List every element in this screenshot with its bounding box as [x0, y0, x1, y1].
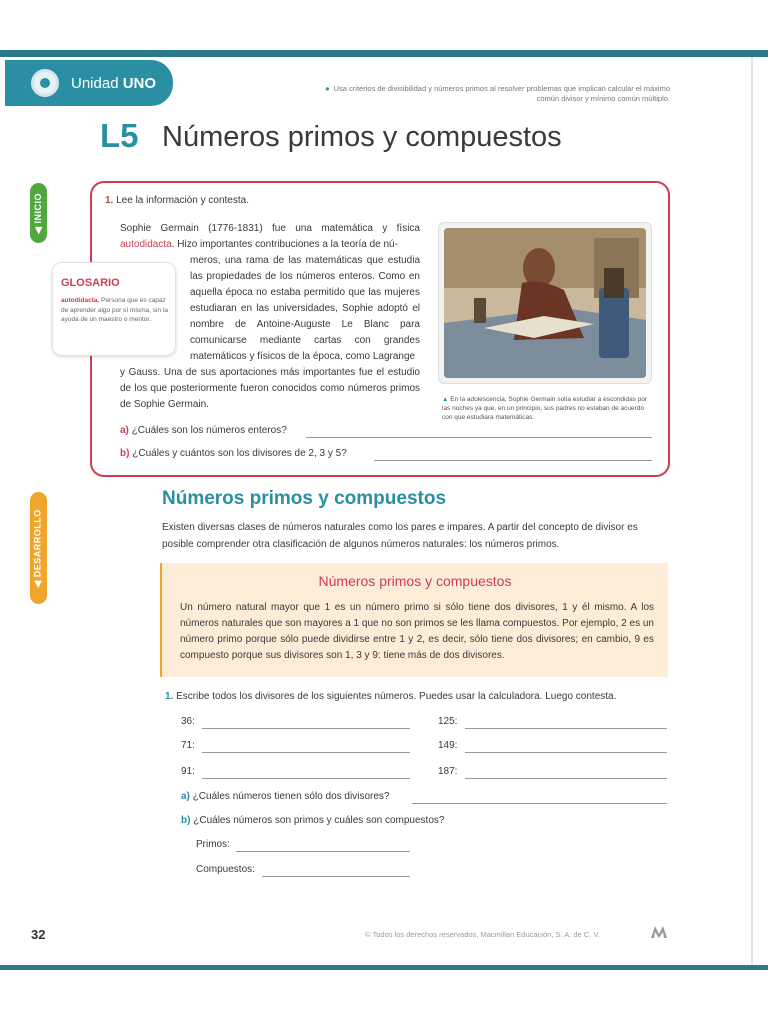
question-letter: a) — [181, 791, 190, 802]
definition-box — [160, 563, 668, 677]
number-label: 91: — [181, 766, 195, 777]
unit-name: UNO — [122, 74, 157, 92]
answer-line-a[interactable] — [306, 437, 652, 438]
question-letter: b) — [181, 815, 191, 826]
triangle-up-icon: ▲ — [442, 396, 449, 403]
primos-label: Primos: — [196, 839, 230, 850]
sophie-germain-illustration — [444, 228, 646, 378]
exercise-number: 1. — [165, 691, 174, 702]
definition-title: Números primos y compuestos — [318, 573, 512, 589]
divisors-line[interactable] — [465, 752, 667, 753]
section-title: Números primos y compuestos — [162, 488, 447, 509]
objective-line-1: Usa criterios de divisibilidad y números primos al resolver problemas que implican calcular el máximo — [333, 84, 670, 93]
top-border — [0, 50, 768, 57]
number-label: 125: — [438, 716, 458, 727]
page-number: 32 — [31, 927, 46, 942]
bullet-icon: ● — [325, 84, 330, 93]
reading-paragraph-2: meros, una rama de las matemáticas que estudia las propiedades de los números enteros. Como en aquella época no estaba permitido que las mujeres estudiaran en las universidades, Sophie adoptó el nombre de Antoine-Auguste Le Blanc para comunicarse mediante cartas con grandes matemáticos y físicos de la época, como Lagrange — [190, 255, 420, 362]
illustration-frame — [438, 222, 652, 384]
caption-text: En la adolescencia, Sophie Germain solía estudiar a escondidas por las noches ya que, en un principio, sus padres no estaban de acuerdo con que estudiara matemáticas. — [442, 396, 648, 421]
question-letter: b) — [120, 448, 130, 459]
copyright-notice: © Todos los derechos reservados, Macmillan Educación, S. A. de C. V. — [365, 930, 600, 939]
desarrollo-tab — [30, 492, 47, 604]
divisors-line[interactable] — [202, 728, 410, 729]
question-a — [120, 425, 287, 436]
reading-text: . Hizo importantes contribuciones a la teoría de nú- — [171, 239, 398, 250]
unit-label — [71, 75, 156, 92]
reading-paragraph-3: y Gauss. Una de sus aportaciones más importantes fue el estudio de los que posteriormente fueron conocidos como números primos de Sophie Germain. — [120, 367, 420, 410]
lesson-code: L5 — [100, 117, 139, 154]
question-text: ¿Cuáles y cuántos son los divisores de 2, 3 y 5? — [132, 448, 347, 459]
publisher-logo-icon — [650, 925, 668, 944]
compuestos-answer-line[interactable] — [262, 876, 410, 877]
definition-body: Un número natural mayor que 1 es un número primo si sólo tiene dos divisores, 1 y él mismo. A los números naturales que son mayores a 1 que no son primos se les llama compuestos. Por ejemplo, 2 es un número primo porque sólo puede dividirse entre 1 y 2, es decir, sólo tiene dos divisores; en cambio, 9 es compuesto porque sus divisores son 1, 3 y 9: tiene más de dos divisores. — [180, 602, 654, 661]
glossary-term-link: autodidacta — [120, 239, 172, 250]
learning-objective — [260, 84, 670, 104]
page-edge — [751, 57, 753, 965]
divisors-line[interactable] — [465, 728, 667, 729]
unit-tab — [5, 60, 173, 106]
glossary-term: autodidacta. — [61, 297, 100, 304]
number-label: 149: — [438, 740, 458, 751]
unit-disc-icon — [31, 69, 59, 97]
triangle-left-icon: ◀ — [33, 579, 43, 588]
activity-number: 1. — [105, 195, 114, 206]
reading-paragraph-1 — [120, 221, 420, 253]
illustration-caption — [442, 395, 652, 422]
question-text: ¿Cuáles son los números enteros? — [131, 425, 287, 436]
divisors-line[interactable] — [202, 778, 410, 779]
primos-answer-line[interactable] — [236, 851, 410, 852]
glossary-card — [52, 262, 176, 356]
section-intro: Existen diversas clases de números naturales como los pares e impares. A partir del concepto de divisor es posible comprender otra clasificación de algunos números naturales: los números primos. — [162, 522, 638, 550]
unit-label-text: Unidad — [71, 74, 119, 92]
divisors-line[interactable] — [465, 778, 667, 779]
exercise-question-b — [181, 815, 444, 826]
activity-instruction-text: Lee la información y contesta. — [116, 195, 249, 206]
reading-text: Sophie Germain (1776-1831) fue una matemática y física — [120, 223, 420, 234]
question-b — [120, 448, 347, 459]
inicio-label: INICIO — [33, 192, 44, 224]
divisors-line[interactable] — [202, 752, 410, 753]
objective-line-2: común divisor y mínimo común múltiplo. — [536, 94, 670, 103]
activity-instruction — [105, 195, 249, 206]
desarrollo-label: DESARROLLO — [33, 508, 43, 577]
triangle-left-icon: ◀ — [33, 226, 44, 234]
exercise-instruction-text: Escribe todos los divisores de los siguientes números. Puedes usar la calculadora. Luego contesta. — [176, 691, 617, 702]
question-text: ¿Cuáles números tienen sólo dos divisores? — [192, 791, 390, 802]
glossary-definition — [61, 296, 169, 325]
number-label: 187: — [438, 766, 458, 777]
exercise-instruction — [165, 691, 616, 702]
lesson-title: Números primos y compuestos — [162, 121, 562, 153]
answer-line-b[interactable] — [374, 460, 652, 461]
question-letter: a) — [120, 425, 129, 436]
number-label: 71: — [181, 740, 195, 751]
glossary-title: GLOSARIO — [61, 277, 120, 289]
inicio-tab — [30, 183, 47, 243]
exercise-question-a — [181, 791, 389, 802]
question-text: ¿Cuáles números son primos y cuáles son compuestos? — [193, 815, 445, 826]
glossary-definition-text: Persona que es capaz de aprender algo por sí misma, sin la ayuda de un maestro o mentor. — [61, 297, 168, 323]
compuestos-label: Compuestos: — [196, 864, 255, 875]
answer-line[interactable] — [412, 803, 667, 804]
bottom-border — [0, 965, 768, 970]
number-label: 36: — [181, 716, 195, 727]
